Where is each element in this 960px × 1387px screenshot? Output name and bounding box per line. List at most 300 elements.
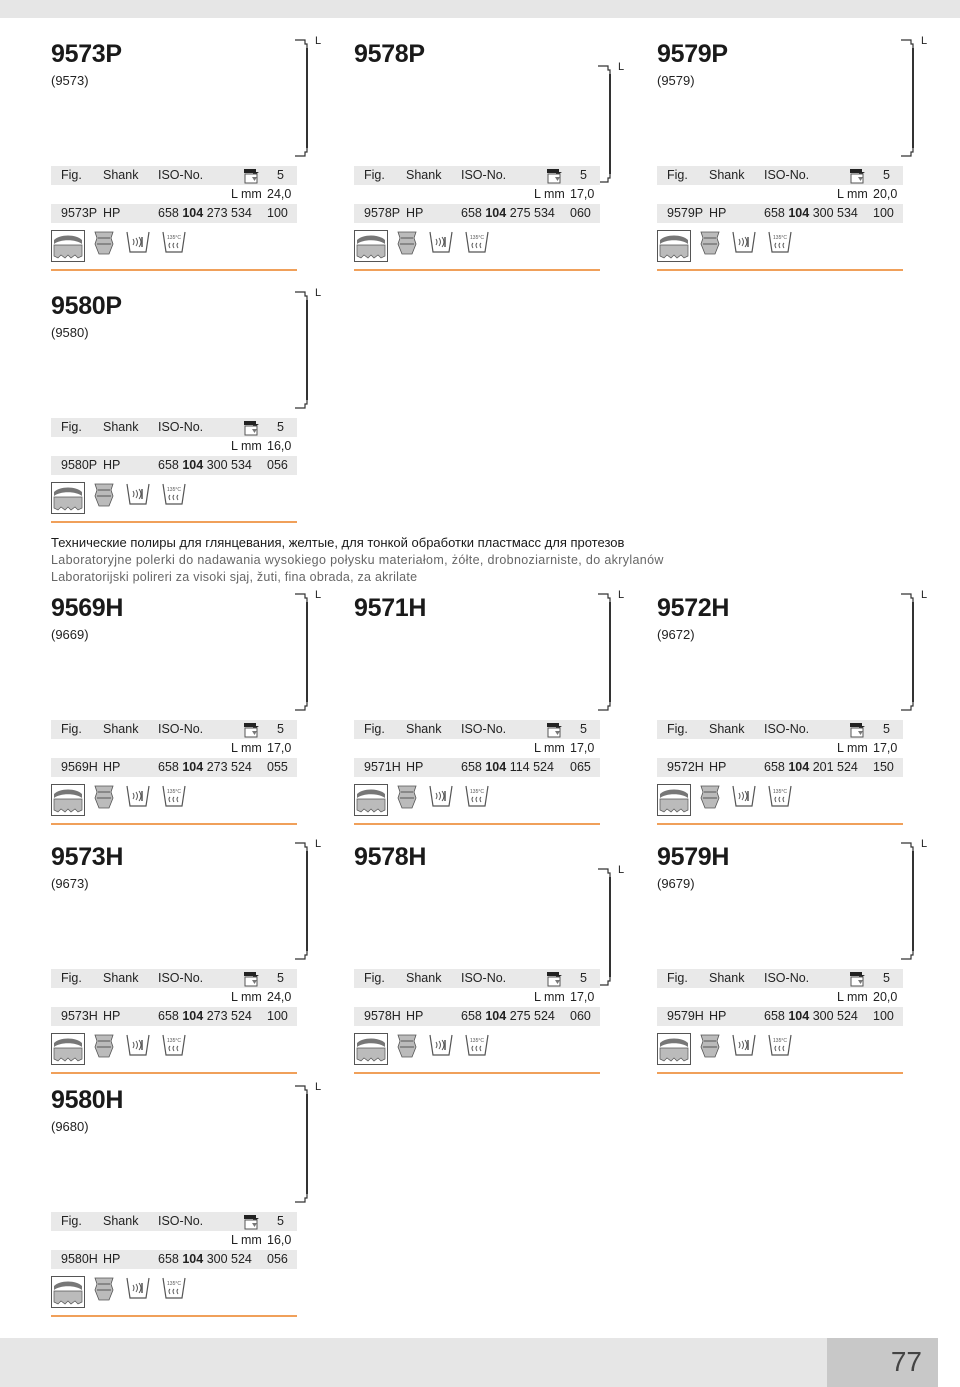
- polisher-shape-icon: [699, 1033, 721, 1059]
- iso-prefix: 658: [158, 760, 179, 774]
- header-shank: Shank: [103, 420, 139, 434]
- iso-prefix: 658: [158, 1252, 179, 1266]
- iso-prefix: 658: [461, 206, 482, 220]
- size-value: 100: [267, 1009, 288, 1023]
- header-length: L mm: [837, 990, 868, 1004]
- table-row: [51, 758, 297, 777]
- header-shank: Shank: [406, 168, 442, 182]
- length-value: 24,0: [267, 187, 292, 201]
- header-pack-qty: 5: [277, 722, 284, 736]
- length-marker: L: [315, 838, 322, 850]
- header-fig: Fig.: [364, 722, 385, 736]
- iso-suffix: 273 524: [206, 1009, 252, 1023]
- usage-icons: [657, 784, 903, 818]
- iso-prefix: 658: [461, 760, 482, 774]
- header-iso: ISO-No.: [158, 168, 204, 182]
- polisher-outline: [899, 40, 919, 160]
- spec-table: [51, 969, 297, 1026]
- shank-value: HP: [103, 760, 121, 774]
- iso-bold: 104: [485, 1009, 507, 1023]
- spec-table: [657, 720, 903, 777]
- table-header-row: [657, 720, 903, 739]
- header-pack-qty: 5: [580, 722, 587, 736]
- sterilizer-icon: [767, 230, 793, 254]
- fig-value: 9578H: [364, 1009, 401, 1023]
- product-code: 9579H: [657, 843, 730, 871]
- iso-value: [461, 1007, 555, 1026]
- spec-table: [657, 969, 903, 1026]
- header-pack-qty: 5: [580, 971, 587, 985]
- page-number: 77: [890, 1346, 922, 1377]
- iso-suffix: 275 524: [509, 1009, 555, 1023]
- sterilizer-temp: 135°C: [167, 789, 181, 795]
- header-length: L mm: [231, 187, 262, 201]
- size-value: 060: [570, 206, 591, 220]
- usage-icons: [657, 230, 903, 264]
- size-value: 150: [873, 760, 894, 774]
- header-shank: Shank: [406, 722, 442, 736]
- page-number-box: [827, 1338, 938, 1387]
- header-length: L mm: [534, 741, 565, 755]
- length-value: 20,0: [873, 187, 898, 201]
- header-iso: ISO-No.: [158, 971, 204, 985]
- length-marker: L: [618, 864, 625, 876]
- iso-value: [764, 758, 858, 777]
- product-code: 9578H: [354, 843, 427, 871]
- polisher-drawing: [899, 594, 915, 714]
- iso-prefix: 658: [158, 458, 179, 472]
- iso-bold: 104: [485, 206, 507, 220]
- table-row: [657, 204, 903, 223]
- iso-bold: 104: [182, 760, 204, 774]
- iso-suffix: 300 524: [812, 1009, 858, 1023]
- bottom-bar: [0, 1338, 827, 1387]
- polisher-shape-icon: [396, 1033, 418, 1059]
- iso-bold: 104: [788, 206, 810, 220]
- header-iso: ISO-No.: [461, 722, 507, 736]
- iso-prefix: 658: [158, 206, 179, 220]
- polisher-shape-icon: [396, 784, 418, 810]
- sterilizer-icon: [767, 1033, 793, 1057]
- product-reference: (9669): [51, 627, 89, 642]
- header-iso: ISO-No.: [764, 722, 810, 736]
- length-marker: L: [921, 589, 928, 601]
- table-length-row: [354, 988, 600, 1007]
- size-value: 065: [570, 760, 591, 774]
- section-divider: [51, 1072, 297, 1074]
- shank-value: HP: [709, 760, 727, 774]
- polisher-drawing: [293, 1086, 309, 1206]
- header-iso: ISO-No.: [461, 971, 507, 985]
- product-reference: (9673): [51, 876, 89, 891]
- table-header-row: [354, 166, 600, 185]
- iso-value: [764, 1007, 858, 1026]
- denture-icon: [51, 1033, 85, 1065]
- product-reference: (9679): [657, 876, 695, 891]
- table-row: [51, 456, 297, 475]
- table-length-row: [51, 185, 297, 204]
- shank-value: HP: [406, 206, 424, 220]
- iso-suffix: 275 534: [509, 206, 555, 220]
- length-marker: L: [921, 35, 928, 47]
- table-header-row: [657, 969, 903, 988]
- length-value: 17,0: [570, 741, 595, 755]
- header-length: L mm: [534, 990, 565, 1004]
- header-shank: Shank: [709, 971, 745, 985]
- ultrasonic-bath-icon: [125, 482, 151, 506]
- polisher-outline: [596, 594, 616, 714]
- product-code: 9579P: [657, 40, 728, 68]
- product-code: 9580P: [51, 292, 122, 320]
- table-header-row: [51, 166, 297, 185]
- spec-table: [51, 418, 297, 475]
- iso-suffix: 114 524: [509, 760, 554, 774]
- header-fig: Fig.: [667, 722, 688, 736]
- polisher-outline: [899, 594, 919, 714]
- iso-prefix: 658: [764, 1009, 785, 1023]
- section-divider: [51, 1315, 297, 1317]
- fig-value: 9579H: [667, 1009, 704, 1023]
- size-value: 060: [570, 1009, 591, 1023]
- sterilizer-temp: 135°C: [470, 789, 484, 795]
- iso-value: [158, 456, 252, 475]
- header-fig: Fig.: [61, 722, 82, 736]
- header-pack-qty: 5: [277, 420, 284, 434]
- ultrasonic-bath-icon: [731, 230, 757, 254]
- denture-icon: [354, 784, 388, 816]
- fig-value: 9579P: [667, 206, 704, 220]
- denture-icon: [354, 1033, 388, 1065]
- length-value: 16,0: [267, 439, 292, 453]
- fig-value: 9580H: [61, 1252, 98, 1266]
- ultrasonic-bath-icon: [125, 230, 151, 254]
- polisher-outline: [293, 1086, 313, 1206]
- sterilizer-temp: 135°C: [167, 1038, 181, 1044]
- shank-value: HP: [406, 1009, 424, 1023]
- iso-suffix: 300 534: [206, 458, 252, 472]
- header-iso: ISO-No.: [461, 168, 507, 182]
- section-divider: [354, 269, 600, 271]
- iso-value: [461, 204, 555, 223]
- shank-value: HP: [103, 1009, 121, 1023]
- product-code: 9573H: [51, 843, 124, 871]
- denture-icon: [51, 482, 85, 514]
- polisher-outline: [293, 594, 313, 714]
- polisher-shape-icon: [699, 784, 721, 810]
- table-length-row: [657, 988, 903, 1007]
- polisher-drawing: [293, 40, 309, 160]
- table-row: [354, 1007, 600, 1026]
- length-value: 17,0: [267, 741, 292, 755]
- header-fig: Fig.: [667, 168, 688, 182]
- header-length: L mm: [231, 1233, 262, 1247]
- polisher-drawing: [293, 594, 309, 714]
- spec-table: [51, 166, 297, 223]
- iso-suffix: 273 524: [206, 760, 252, 774]
- header-fig: Fig.: [61, 420, 82, 434]
- header-pack-qty: 5: [883, 168, 890, 182]
- product-reference: (9580): [51, 325, 89, 340]
- polisher-drawing: [596, 594, 612, 714]
- section-divider: [354, 823, 600, 825]
- fig-value: 9573P: [61, 206, 98, 220]
- polisher-drawing: [293, 843, 309, 963]
- length-value: 17,0: [873, 741, 898, 755]
- sterilizer-icon: [161, 1276, 187, 1300]
- sterilizer-icon: [161, 1033, 187, 1057]
- header-iso: ISO-No.: [158, 1214, 204, 1228]
- denture-icon: [657, 230, 691, 262]
- spec-table: [354, 720, 600, 777]
- spec-table: [51, 720, 297, 777]
- description-pl: Laboratoryjne polerki do nadawania wysokiego połysku materiałom, żółte, drobnoziarniste, do akrylanów: [51, 553, 664, 567]
- shank-value: HP: [709, 206, 727, 220]
- product-code: 9580H: [51, 1086, 124, 1114]
- denture-icon: [657, 1033, 691, 1065]
- header-fig: Fig.: [364, 168, 385, 182]
- table-length-row: [51, 1231, 297, 1250]
- description-hr: Laboratorijski polireri za visoki sjaj, žuti, fina obrada, za akrilate: [51, 570, 418, 584]
- sterilizer-temp: 135°C: [773, 1038, 787, 1044]
- spec-table: [51, 1212, 297, 1269]
- sterilizer-temp: 135°C: [167, 487, 181, 493]
- iso-bold: 104: [788, 760, 810, 774]
- header-length: L mm: [231, 439, 262, 453]
- section-divider: [51, 823, 297, 825]
- header-shank: Shank: [406, 971, 442, 985]
- shank-value: HP: [103, 1252, 121, 1266]
- table-length-row: [657, 185, 903, 204]
- spec-table: [657, 166, 903, 223]
- header-pack-qty: 5: [277, 971, 284, 985]
- header-iso: ISO-No.: [158, 420, 204, 434]
- header-pack-qty: 5: [883, 722, 890, 736]
- usage-icons: [51, 784, 297, 818]
- size-value: 055: [267, 760, 288, 774]
- size-value: 100: [873, 206, 894, 220]
- usage-icons: [354, 1033, 600, 1067]
- usage-icons: [354, 784, 600, 818]
- size-value: 056: [267, 458, 288, 472]
- header-shank: Shank: [103, 971, 139, 985]
- table-header-row: [51, 1212, 297, 1231]
- section-divider: [51, 269, 297, 271]
- polisher-outline: [293, 843, 313, 963]
- polisher-shape-icon: [93, 1033, 115, 1059]
- header-shank: Shank: [709, 722, 745, 736]
- spec-table: [354, 969, 600, 1026]
- usage-icons: [51, 230, 297, 264]
- iso-bold: 104: [182, 1009, 204, 1023]
- header-fig: Fig.: [61, 1214, 82, 1228]
- sterilizer-temp: 135°C: [167, 1281, 181, 1287]
- iso-prefix: 658: [764, 206, 785, 220]
- ultrasonic-bath-icon: [125, 784, 151, 808]
- sterilizer-icon: [161, 230, 187, 254]
- length-value: 17,0: [570, 990, 595, 1004]
- header-fig: Fig.: [61, 168, 82, 182]
- usage-icons: [354, 230, 600, 264]
- table-header-row: [51, 720, 297, 739]
- polisher-outline: [293, 292, 313, 412]
- size-value: 056: [267, 1252, 288, 1266]
- table-row: [657, 758, 903, 777]
- table-header-row: [354, 969, 600, 988]
- header-fig: Fig.: [364, 971, 385, 985]
- shank-value: HP: [406, 760, 424, 774]
- size-value: 100: [873, 1009, 894, 1023]
- table-length-row: [51, 437, 297, 456]
- table-length-row: [354, 739, 600, 758]
- iso-suffix: 300 524: [206, 1252, 252, 1266]
- section-divider: [657, 823, 903, 825]
- header-pack-qty: 5: [883, 971, 890, 985]
- polisher-drawing: [899, 40, 915, 160]
- header-fig: Fig.: [61, 971, 82, 985]
- polisher-shape-icon: [396, 230, 418, 256]
- ultrasonic-bath-icon: [428, 784, 454, 808]
- iso-prefix: 658: [764, 760, 785, 774]
- table-row: [354, 204, 600, 223]
- polisher-shape-icon: [93, 482, 115, 508]
- iso-suffix: 273 534: [206, 206, 252, 220]
- iso-value: [158, 204, 252, 223]
- table-header-row: [51, 418, 297, 437]
- product-code: 9573P: [51, 40, 122, 68]
- header-iso: ISO-No.: [158, 722, 204, 736]
- length-marker: L: [618, 61, 625, 73]
- fig-value: 9578P: [364, 206, 401, 220]
- length-value: 16,0: [267, 1233, 292, 1247]
- iso-suffix: 300 534: [812, 206, 858, 220]
- ultrasonic-bath-icon: [428, 1033, 454, 1057]
- spec-table: [354, 166, 600, 223]
- fig-value: 9580P: [61, 458, 98, 472]
- denture-icon: [354, 230, 388, 262]
- sterilizer-temp: 135°C: [773, 789, 787, 795]
- header-shank: Shank: [103, 1214, 139, 1228]
- polisher-shape-icon: [93, 1276, 115, 1302]
- product-reference: (9579): [657, 73, 695, 88]
- length-marker: L: [618, 589, 625, 601]
- iso-value: [461, 758, 554, 777]
- table-row: [51, 1250, 297, 1269]
- denture-icon: [51, 230, 85, 262]
- table-header-row: [657, 166, 903, 185]
- size-value: 100: [267, 206, 288, 220]
- length-value: 17,0: [570, 187, 595, 201]
- length-marker: L: [315, 35, 322, 47]
- header-iso: ISO-No.: [764, 971, 810, 985]
- iso-value: [158, 1007, 252, 1026]
- section-divider: [354, 1072, 600, 1074]
- iso-value: [158, 1250, 252, 1269]
- header-shank: Shank: [709, 168, 745, 182]
- sterilizer-temp: 135°C: [167, 235, 181, 241]
- header-shank: Shank: [103, 722, 139, 736]
- usage-icons: [51, 1033, 297, 1067]
- table-row: [354, 758, 600, 777]
- product-reference: (9680): [51, 1119, 89, 1134]
- header-fig: Fig.: [667, 971, 688, 985]
- sterilizer-icon: [767, 784, 793, 808]
- product-code: 9572H: [657, 594, 730, 622]
- sterilizer-temp: 135°C: [773, 235, 787, 241]
- ultrasonic-bath-icon: [125, 1276, 151, 1300]
- length-marker: L: [315, 589, 322, 601]
- length-value: 20,0: [873, 990, 898, 1004]
- table-length-row: [354, 185, 600, 204]
- sterilizer-icon: [161, 482, 187, 506]
- sterilizer-icon: [161, 784, 187, 808]
- product-code: 9578P: [354, 40, 425, 68]
- sterilizer-icon: [464, 784, 490, 808]
- table-row: [51, 204, 297, 223]
- sterilizer-icon: [464, 1033, 490, 1057]
- header-length: L mm: [837, 741, 868, 755]
- header-length: L mm: [231, 990, 262, 1004]
- shank-value: HP: [103, 458, 121, 472]
- length-value: 24,0: [267, 990, 292, 1004]
- length-marker: L: [315, 1081, 322, 1093]
- iso-bold: 104: [485, 760, 507, 774]
- sterilizer-temp: 135°C: [470, 235, 484, 241]
- table-header-row: [51, 969, 297, 988]
- header-pack-qty: 5: [580, 168, 587, 182]
- top-bar: [0, 0, 960, 18]
- ultrasonic-bath-icon: [428, 230, 454, 254]
- denture-icon: [51, 784, 85, 816]
- iso-prefix: 658: [158, 1009, 179, 1023]
- section-divider: [657, 269, 903, 271]
- shank-value: HP: [103, 206, 121, 220]
- iso-value: [158, 758, 252, 777]
- product-code: 9569H: [51, 594, 124, 622]
- polisher-outline: [899, 843, 919, 963]
- header-shank: Shank: [103, 168, 139, 182]
- table-header-row: [354, 720, 600, 739]
- fig-value: 9569H: [61, 760, 98, 774]
- denture-icon: [657, 784, 691, 816]
- header-length: L mm: [534, 187, 565, 201]
- denture-icon: [51, 1276, 85, 1308]
- polisher-shape-icon: [93, 784, 115, 810]
- ultrasonic-bath-icon: [731, 784, 757, 808]
- usage-icons: [51, 482, 297, 516]
- header-length: L mm: [231, 741, 262, 755]
- table-length-row: [657, 739, 903, 758]
- product-reference: (9672): [657, 627, 695, 642]
- iso-bold: 104: [182, 458, 204, 472]
- iso-bold: 104: [182, 1252, 204, 1266]
- fig-value: 9573H: [61, 1009, 98, 1023]
- polisher-outline: [293, 40, 313, 160]
- header-length: L mm: [837, 187, 868, 201]
- polisher-shape-icon: [699, 230, 721, 256]
- usage-icons: [657, 1033, 903, 1067]
- polisher-shape-icon: [93, 230, 115, 256]
- sterilizer-temp: 135°C: [470, 1038, 484, 1044]
- table-length-row: [51, 739, 297, 758]
- ultrasonic-bath-icon: [125, 1033, 151, 1057]
- iso-prefix: 658: [461, 1009, 482, 1023]
- length-marker: L: [315, 287, 322, 299]
- iso-suffix: 201 524: [812, 760, 858, 774]
- section-divider: [657, 1072, 903, 1074]
- table-row: [657, 1007, 903, 1026]
- fig-value: 9572H: [667, 760, 704, 774]
- fig-value: 9571H: [364, 760, 401, 774]
